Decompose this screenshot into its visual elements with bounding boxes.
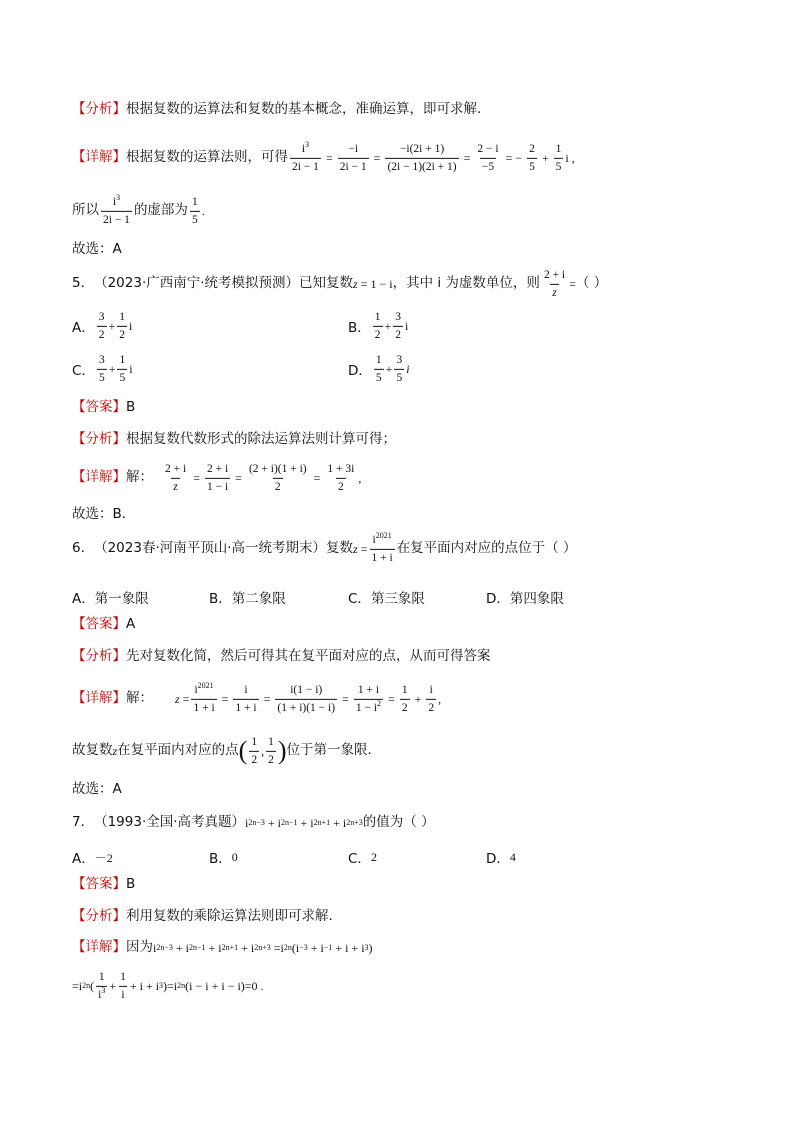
q6-detail-line: 【详解】 解： z = $\frac{i^{2021}}{1 + i}$ = $\frac{i}{1 + i}$ = $\frac{i(1 - i)}{(1 + i)(1 - i)}$ = $\frac{1 + i}{1 - i^2}$ = $\frac{1}{2}$ + $\frac{i}{2}$ ,: [72, 681, 442, 714]
q6-stem: 6． （2023春·河南平顶山·高一统考期末） 复数 z = $\frac{i^{2021}}{1 + i}$ 在复平面内对应的点位于（ ）: [72, 531, 577, 564]
q6-conclusion-line: 故复数 z 在复平面内对应的点 ( $\frac{1}{2}$ , $\frac{1}{2}$ ) 位于第一象限．: [72, 735, 382, 766]
q7-answer: B: [126, 876, 136, 892]
q7-detail-line: 【详解】 因为 i 2n−3 + i 2n−1 + i 2n+1 + i 2n+3 =i 2n (i −3 + i −1 + i + i 3 ): [72, 939, 373, 955]
q5-stem-c: （ ）: [575, 275, 608, 292]
p4-conclusion-value: $\frac{1}{5}$ .: [191, 195, 205, 226]
p4-conclusion-line: [72, 193, 205, 226]
q5-stem-a: 已知复数: [299, 275, 354, 292]
p4-formula: $\frac{i^3}{2i - 1}$ = $\frac{-i}{2i - 1}$ = $\frac{-i(2i + 1)}{(2i - 1)(2i + 1)}$ = $\frac{2 - i}{-5}$ = − $\frac{2}{5}$ + $\frac{1}{5}$ i ,: [292, 140, 575, 173]
q6-option-b: B． 第二象限: [209, 591, 286, 607]
p4-conclusion-mid: 的虚部为: [133, 202, 188, 219]
q6-option-c: C． 第三象限: [348, 591, 425, 607]
q6-point: ( $\frac{1}{2}$ , $\frac{1}{2}$ ): [238, 735, 287, 766]
q5-answer: B: [126, 399, 136, 415]
q6-analysis-line: 【分析】 先对复数化简，然后可得其在复平面对应的点，从而可得答案: [72, 648, 491, 664]
q5-option-d: D． $\frac{1}{5}$ + $\frac{3}{5}$ i: [348, 353, 410, 384]
q7-option-a: A． －2: [72, 850, 113, 867]
q7-formula-2: =i 2n ( $\frac{1}{i^3}$ + $\frac{1}{i}$ + i + i 3 )=i 2n (i − i + i − i)=0 .: [72, 970, 264, 1001]
q5-answer-line: 【答案】 B: [72, 399, 136, 415]
p4-choice: 故选：A: [72, 241, 122, 257]
q7-answer-line: 【答案】 B: [72, 876, 136, 892]
detail-tag: 【详解】: [72, 149, 126, 166]
p4-detail-line: [72, 140, 575, 173]
q6-option-d: D． 第四象限: [486, 591, 564, 607]
q6-formula: z = $\frac{i^{2021}}{1 + i}$ = $\frac{i}{1 + i}$ = $\frac{i(1 - i)}{(1 + i)(1 - i)}$ = $\frac{1 + i}{1 - i^2}$ = $\frac{1}{2}$ + $\frac{i}{2}$ ,: [175, 681, 442, 714]
q7-option-b: B． 0: [209, 849, 238, 867]
q5-analysis-line: 【分析】 根据复数代数形式的除法运算法则计算可得；: [72, 431, 396, 447]
q6-option-a: A． 第一象限: [72, 591, 149, 607]
q7-expression: i 2n−3 + i 2n−1 + i 2n+1 + i 2n+3: [245, 815, 363, 830]
p4-conclusion-fraction: $\frac{i^3}{2i - 1}$: [103, 193, 130, 226]
p4-detail-intro: 根据复数的运算法则，可得: [126, 149, 288, 166]
q5-z-def: z = 1 − i: [353, 277, 393, 291]
q5-source: （2023·广西南宁·统考模拟预测）: [94, 275, 300, 292]
q7-option-d: D． 4: [486, 849, 516, 867]
p4-analysis-text: 根据复数的运算法和复数的基本概念，准确运算，即可求解.: [126, 101, 482, 117]
q5-option-a: A． $\frac{3}{2}$ + $\frac{1}{2}$ i: [72, 310, 133, 341]
q5-target-expr: $\frac{2 + i}{z}$ =: [543, 268, 576, 299]
q5-stem: [72, 269, 607, 299]
q5-formula: $\frac{2 + i}{z}$ = $\frac{2 + i}{1 - i}$ = $\frac{(2 + i)(1 + i)}{2}$ = $\frac{1 + 3i}{2}$ ,: [165, 462, 362, 493]
q6-answer-line: 【答案】 A: [72, 616, 136, 632]
q7-formula-1: i 2n−3 + i 2n−1 + i 2n+1 + i 2n+3 =i 2n (i −3 + i −1 + i + i 3 ): [153, 940, 373, 955]
p4-analysis-line: [72, 103, 481, 117]
q6-conclusion-z: z: [112, 744, 118, 758]
q5-stem-b: ，其中 i 为虚数单位，则: [392, 275, 540, 292]
q5-option-c: C． $\frac{3}{5}$ + $\frac{1}{5}$ i: [72, 353, 133, 384]
q6-z-def: z = $\frac{i^{2021}}{1 + i}$: [353, 531, 393, 564]
analysis-tag: 【分析】: [72, 101, 126, 117]
q7-option-c: C． 2: [348, 849, 377, 867]
q7-analysis-line: 【分析】 利用复数的乘除运算法则即可求解.: [72, 908, 333, 924]
q5-choice: 故选：B．: [72, 506, 136, 522]
p4-conclusion-pre: 所以: [72, 202, 99, 219]
q5-number: 5．: [72, 275, 95, 292]
q6-answer: A: [126, 616, 136, 632]
q7-source: （1993·全国·高考真题）: [94, 814, 246, 830]
q5-option-b: B． $\frac{1}{2}$ + $\frac{3}{2}$ i: [348, 310, 409, 341]
q5-detail-line: 【详解】 解： $\frac{2 + i}{z}$ = $\frac{2 + i}{1 - i}$ = $\frac{(2 + i)(1 + i)}{2}$ = $\frac{1 + 3i}{2}$ ,: [72, 462, 362, 493]
q6-source: （2023春·河南平顶山·高一统考期末）: [94, 540, 327, 557]
q7-stem: 7． （1993·全国·高考真题） i 2n−3 + i 2n−1 + i 2n+1 + i 2n+3 的值为（ ）: [72, 814, 435, 830]
q6-choice: 故选：A: [72, 781, 122, 797]
q7-formula-2-line: [72, 971, 264, 1001]
